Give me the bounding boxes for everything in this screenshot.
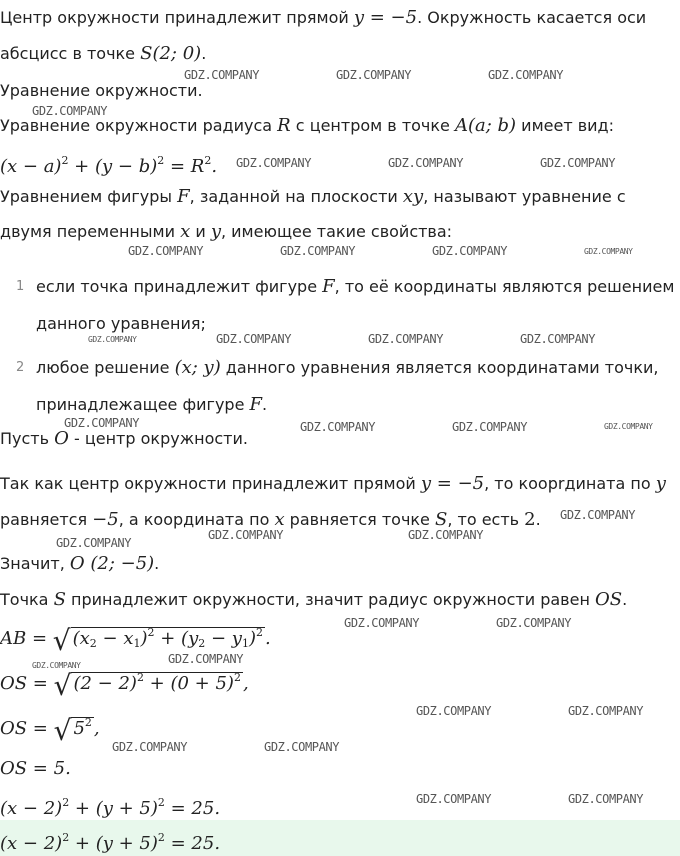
- math: OS =: [0, 673, 54, 694]
- text: Уравнением фигуры: [0, 187, 178, 206]
- math: O (2; −5): [69, 553, 155, 574]
- math: − y: [205, 628, 242, 649]
- circle-equation-general: [0, 150, 217, 178]
- list-number-2: 2: [16, 360, 25, 375]
- math: y: [210, 221, 221, 242]
- watermark: GDZ.COMPANY: [264, 740, 340, 754]
- math: (x − 2): [0, 833, 63, 854]
- text: - центр окружности.: [68, 429, 248, 448]
- math: (x − 2): [0, 798, 63, 819]
- text: , имеющее такие свойства:: [220, 222, 453, 241]
- math: O: [54, 428, 69, 449]
- watermark: GDZ.COMPANY: [168, 652, 244, 666]
- text: .: [154, 554, 160, 573]
- text: данного уравнения;: [36, 314, 206, 333]
- watermark: GDZ.COMPANY: [336, 68, 412, 82]
- watermark: GDZ.COMPANY: [560, 508, 636, 522]
- watermark: GDZ.COMPANY: [568, 792, 644, 806]
- math: ): [140, 628, 148, 649]
- math: 5: [73, 718, 85, 739]
- math: (x − a): [0, 156, 62, 177]
- list-item-2-cont: [36, 394, 267, 416]
- distance-formula: [0, 622, 271, 655]
- math: R: [277, 115, 291, 136]
- exponent: 2: [233, 671, 241, 684]
- watermark: GDZ.COMPANY: [344, 616, 420, 630]
- line-7: [0, 221, 452, 243]
- watermark: GDZ.COMPANY: [236, 156, 312, 170]
- watermark: GDZ.COMPANY: [184, 68, 260, 82]
- watermark: GDZ.COMPANY: [408, 528, 484, 542]
- watermark: GDZ.COMPANY: [112, 740, 188, 754]
- circle-equation: [0, 792, 220, 820]
- math: F: [322, 276, 335, 297]
- math: A(a; b): [454, 115, 517, 136]
- watermark: GDZ.COMPANY: [64, 416, 140, 430]
- watermark: GDZ.COMPANY: [280, 244, 356, 258]
- text: с центром в точке: [290, 116, 455, 135]
- text: , то её координаты являются решением: [334, 277, 675, 296]
- sqrt-sign: √: [53, 669, 72, 702]
- text: .: [201, 44, 207, 63]
- line-8: [0, 428, 248, 450]
- math: 2: [524, 509, 536, 530]
- text: .: [622, 590, 628, 609]
- math: + (y + 5): [69, 798, 158, 819]
- subscript: 1: [241, 637, 249, 650]
- text: Точка: [0, 590, 54, 609]
- sqrt-body: [71, 672, 242, 694]
- text: , то коорrдината по: [484, 474, 656, 493]
- math: F: [249, 394, 263, 415]
- text: , называют уравнение с: [423, 187, 626, 206]
- text: данного уравнения является координатами точки,: [220, 358, 659, 377]
- os-result: [0, 758, 71, 780]
- math: (x; y): [174, 357, 221, 378]
- text: двумя переменными: [0, 222, 181, 241]
- line-11: [0, 553, 159, 575]
- math: + (y: [154, 628, 199, 649]
- sqrt: [53, 622, 265, 655]
- text: , заданной на плоскости: [189, 187, 403, 206]
- watermark: GDZ.COMPANY: [540, 156, 616, 170]
- sqrt: [53, 712, 94, 747]
- list-item-2: [36, 357, 659, 379]
- math: = 25.: [164, 798, 221, 819]
- watermark: GDZ.COMPANY: [208, 528, 284, 542]
- exponent: 2: [84, 716, 92, 729]
- line-12: [0, 589, 627, 611]
- exponent: 2: [157, 154, 165, 167]
- watermark: GDZ.COMPANY: [88, 335, 137, 344]
- watermark: GDZ.COMPANY: [32, 661, 81, 670]
- watermark: GDZ.COMPANY: [604, 422, 653, 431]
- text: равняется: [0, 510, 93, 529]
- sqrt-body: [71, 717, 93, 739]
- text: равняется точке: [284, 510, 435, 529]
- text: , то есть: [447, 510, 525, 529]
- math: OS =: [0, 718, 54, 739]
- answer: [0, 827, 220, 855]
- watermark: GDZ.COMPANY: [488, 68, 564, 82]
- sqrt-body: [71, 627, 265, 649]
- math: = 25.: [164, 833, 221, 854]
- math: AB =: [0, 628, 53, 649]
- line-4: [0, 115, 614, 137]
- line-9: [0, 473, 666, 495]
- watermark: GDZ.COMPANY: [216, 332, 292, 346]
- watermark: GDZ.COMPANY: [496, 616, 572, 630]
- exponent: 2: [62, 796, 70, 809]
- text: , а координата по: [118, 510, 275, 529]
- watermark: GDZ.COMPANY: [128, 244, 204, 258]
- watermark: GDZ.COMPANY: [300, 420, 376, 434]
- subscript: 1: [133, 637, 141, 650]
- line-6: [0, 186, 626, 208]
- math: .: [264, 628, 271, 649]
- math: (x: [72, 628, 90, 649]
- watermark: GDZ.COMPANY: [416, 704, 492, 718]
- math: (2 − 2): [73, 673, 137, 694]
- math: = R: [164, 156, 205, 177]
- text: Так как центр окружности принадлежит прямой: [0, 474, 421, 493]
- math: x: [274, 509, 285, 530]
- sqrt: [53, 667, 243, 702]
- math: S: [53, 589, 66, 610]
- math: + (y + 5): [69, 833, 158, 854]
- math: F: [177, 186, 190, 207]
- math-line-eq: y = −5: [353, 7, 418, 28]
- watermark: GDZ.COMPANY: [56, 536, 132, 550]
- section-heading: [0, 80, 203, 102]
- sqrt-sign: √: [52, 624, 71, 657]
- math: x: [180, 221, 191, 242]
- text: Уравнение окружности.: [0, 81, 203, 100]
- math: ,: [242, 673, 249, 694]
- math: + (0 + 5): [143, 673, 234, 694]
- math: ): [248, 628, 256, 649]
- exponent: 2: [61, 154, 69, 167]
- text: . Окружность касается оси: [417, 8, 647, 27]
- watermark: GDZ.COMPANY: [368, 332, 444, 346]
- text: если точка принадлежит фигуре: [36, 277, 323, 296]
- math: S: [434, 509, 448, 530]
- exponent: 2: [255, 626, 263, 639]
- math: xy: [402, 186, 424, 207]
- text: абсцисс в точке: [0, 44, 141, 63]
- text: Пусть: [0, 429, 55, 448]
- watermark: GDZ.COMPANY: [388, 156, 464, 170]
- line-1: [0, 7, 646, 29]
- sqrt-sign: √: [53, 714, 72, 747]
- list-item-1-cont: [36, 313, 206, 335]
- list-item-1: [36, 276, 674, 298]
- math: OS = 5.: [0, 758, 71, 779]
- text: любое решение: [36, 358, 175, 377]
- text: Центр окружности принадлежит прямой: [0, 8, 354, 27]
- text: .: [535, 510, 541, 529]
- watermark: GDZ.COMPANY: [32, 104, 108, 118]
- watermark: GDZ.COMPANY: [416, 792, 492, 806]
- math: .: [211, 156, 218, 177]
- math: −5: [92, 509, 119, 530]
- os-formula-2: [0, 712, 100, 747]
- exponent: 2: [136, 671, 144, 684]
- text: .: [262, 395, 268, 414]
- math: OS: [595, 589, 623, 610]
- text: Уравнение окружности радиуса: [0, 116, 278, 135]
- text: и: [190, 222, 211, 241]
- list-number-1: 1: [16, 279, 25, 294]
- watermark: GDZ.COMPANY: [520, 332, 596, 346]
- math: ,: [93, 718, 100, 739]
- watermark: GDZ.COMPANY: [452, 420, 528, 434]
- math: y = −5: [420, 473, 485, 494]
- text: Значит,: [0, 554, 70, 573]
- math-point-s: S(2; 0): [140, 43, 202, 64]
- subscript: 2: [89, 637, 97, 650]
- text: принадлежащее фигуре: [36, 395, 250, 414]
- watermark: GDZ.COMPANY: [568, 704, 644, 718]
- math: + (y − b): [68, 156, 158, 177]
- watermark: GDZ.COMPANY: [584, 247, 633, 256]
- exponent: 2: [62, 831, 70, 844]
- watermark: GDZ.COMPANY: [432, 244, 508, 258]
- text: имеет вид:: [516, 116, 615, 135]
- exponent: 2: [204, 154, 212, 167]
- subscript: 2: [198, 637, 206, 650]
- exponent: 2: [147, 626, 155, 639]
- math: y: [655, 473, 666, 494]
- math: − x: [96, 628, 134, 649]
- text: принадлежит окружности, значит радиус окружности равен: [65, 590, 595, 609]
- exponent: 2: [157, 796, 165, 809]
- line-2: [0, 43, 206, 65]
- exponent: 2: [157, 831, 165, 844]
